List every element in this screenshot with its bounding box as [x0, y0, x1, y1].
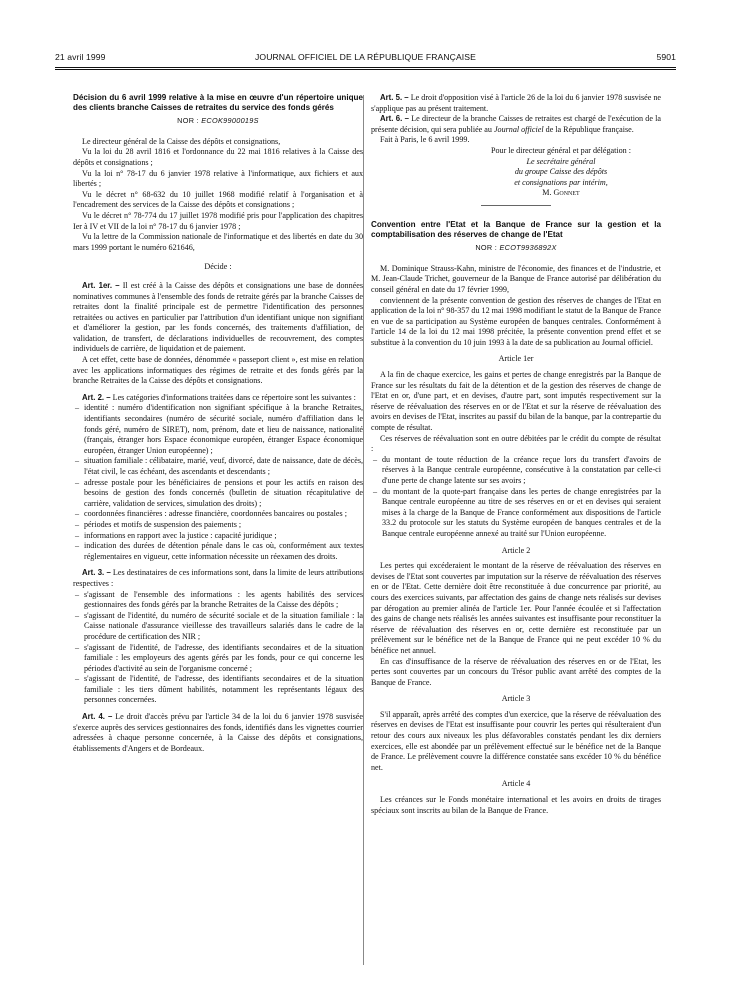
article-2-para-1: Les pertes qui excéderaient le montant de la réserve de réévaluation des réserves en devises de l'Etat sont couvertes par imputation sur la réserve de réévaluation des réserves en or de l'Etat. Cette dernière doit être reconstituée à due concurrence par priorité, au cours des exercices suivants, par affectation des gains de change nets réalisés sur devises par dérogation au premier alinéa de l'article 1er. Pour l'année écoulée et si l'affectation des gains de change nets réalisés les années suivantes est insuffisante pour reconstituer la réserve de réévaluation des réserves en or, cette dernière est reconstituée par un prélèvement sur le bénéfice net de la Banque de France qui ne peut excéder 10 % du bénéfice net annuel. [371, 561, 661, 655]
list-item: – coordonnées financières : adresse financière, coordonnées bancaires ou postales ; [73, 509, 363, 520]
list-item: – s'agissant de l'identité, de l'adresse, des identifiants secondaires et de la situation familiale : les employeurs des agents gérés par les fonds, pour ce qui concerne les périodes d'activité au sein de l'organisme concerné ; [73, 643, 363, 675]
article-2-text: Les catégories d'informations traitées dans ce répertoire sont les suivantes : [110, 392, 356, 402]
article-5-text: Le droit d'opposition visé à l'article 26 de la loi du 6 janvier 1978 susvisée ne s'applique pas au présent traitement. [371, 93, 661, 113]
column-separator [363, 95, 364, 965]
list-item: – adresse postale pour les bénéficiaires de pensions et pour les actifs en raison des besoins de gestion des fonds concernés (bulletin de situation récapitulative de carrière, validation de services, simulation des droits) ; [73, 478, 363, 510]
header-rule-thin [55, 69, 676, 70]
signature-block [461, 146, 661, 199]
list-item: – identité : numéro d'identification non signifiant spécifique à la branche Retraites, identifiants secondaires (numéro de sécurité sociale, numéro d'affiliation dans le fonds géré, numéro de SIRET), nom, prénom, date et lieu de naissance, nationalité (français, étranger hors Espace économique européen, étranger Espace économique européen, étranger Union européenne) ; [73, 403, 363, 456]
signature-line-3: du groupe Caisse des dépôts [514, 167, 608, 177]
fait-line: Fait à Paris, le 6 avril 1999. [380, 135, 470, 145]
list-item: – s'agissant de l'identité, du numéro de sécurité sociale et de la situation familiale : la Caisse nationale d'assurance vieillesse des travailleurs salariés dans le cadre de la procédure de certification des NIR ; [73, 611, 363, 643]
list-item: – s'agissant de l'ensemble des informations : les agents habilités des services gestionnaires des fonds gérés par la branche Retraites de la Caisse des dépôts ; [73, 590, 363, 611]
article-3-para-1: S'il apparaît, après arrêté des comptes d'un exercice, que la réserve de réévaluation des réserves en devises de l'Etat est insuffisante pour couvrir les pertes qui résulteraient d'un retour des cours aux niveaux les plus défavorables constatés pendant les dix derniers exercices, elle est abondée par un prélèvement effectué sur le bénéfice net de la Banque de France. Le prélèvement couvre la différence constatée sans excéder 10 % du bénéfice net. [371, 709, 661, 772]
list-item: – indication des durées de détention pénale dans le cas où, conformément aux textes réglementaires en vigueur, cette information nécessite un réexamen des droits. [73, 541, 363, 562]
article-2-para-2: En cas d'insuffisance de la réserve de réévaluation des réserves en or de l'Etat, les pertes sont couvertes par un concours du Trésor public avant arrêté des comptes de la Banque de France. [371, 656, 661, 687]
article-1-para-2: A cet effet, cette base de données, dénommée « passeport client », est mise en relation avec les applications informatiques des régimes de retraite et des fonds gérés par la branche Retraites de la Caisse des dépôts et consignations. [73, 355, 363, 386]
decision-title: Décision du 6 avril 1999 relative à la mise en œuvre d'un répertoire unique des clients branche Caisses de retraites du service des fonds gérés [73, 93, 363, 112]
article-3-label: Art. 3. – [82, 568, 111, 578]
nor-code: ECOK9900019S [201, 116, 259, 126]
article-3-heading: Article 3 [501, 694, 531, 704]
article-4-label: Art. 4. – [82, 712, 113, 722]
convention-intro-1: M. Dominique Strauss-Kahn, ministre de l'économie, des finances et de l'industrie, et M. Jean-Claude Trichet, gouverneur de la Banque de France autorisé par délibération du conseil général en date du 17 février 1999, [371, 263, 661, 294]
article-6 [371, 114, 661, 135]
article-4-heading: Article 4 [501, 779, 531, 789]
nor-code: ECOT9936892X [499, 243, 557, 253]
section-divider [481, 205, 551, 206]
header-page-number: 5901 [656, 52, 676, 62]
article-2-heading: Article 2 [501, 545, 531, 555]
decision-para: Vu le décret n° 78-774 du 17 juillet 1978 modifié pris pour l'application des chapitres Ier à IV et VII de la loi n° 78-17 du 6 janvier 1978 ; [73, 210, 363, 231]
decide-heading: Décide : [204, 262, 232, 272]
decision-para: Vu la loi n° 78-17 du 6 janvier 1978 relative à l'informatique, aux fichiers et aux libertés ; [73, 168, 363, 189]
list-item: – informations en rapport avec la justice : capacité juridique ; [73, 531, 363, 542]
article-3 [73, 568, 363, 589]
article-6-label: Art. 6. – [380, 114, 409, 124]
article-3-text: Les destinataires de ces informations sont, dans la limite de leurs attributions respectives : [73, 568, 363, 588]
article-5-label: Art. 5. – [380, 93, 409, 102]
list-item: – du montant de la quote-part française dans les pertes de change enregistrées par la Banque centrale européenne au titre de ses réserves en or et en devises qui seraient mises à la charge de la Banque de France conformément aux dispositions de l'article 33.2 du protocole sur les statuts du Système européen de banques centrales et de la Banque centrale européenne annexé au traité sur l'Union européenne. [371, 487, 661, 540]
decision-para: Le directeur général de la Caisse des dépôts et consignations, [82, 136, 281, 146]
article-1-para-2: Ces réserves de réévaluation sont en outre débitées par le crédit du compte de résultat : [371, 433, 661, 454]
article-3-list [73, 590, 363, 707]
convention-intro-2: conviennent de la présente convention de gestion des réserves de changes de l'Etat en application de la loi n° 98-357 du 12 mai 1998 modifiant le statut de la Banque de France en vue de sa participation au Système européen de banques centrales. Conformément à l'article 14 de la loi du 12 mai 1998 précitée, la présente convention prend effet et se substitue à la convention du 10 juin 1993 à la date de sa publication au Journal officiel. [371, 295, 661, 347]
list-item: – périodes et motifs de suspension des paiements ; [73, 520, 363, 531]
article-2-label: Art. 2. – [82, 392, 111, 402]
decision-nor [73, 116, 363, 127]
article-1-list [371, 455, 661, 540]
signature-line-2: Le secrétaire général [526, 156, 596, 166]
article-1-heading: Article 1er [498, 354, 534, 364]
article-4-text: Le droit d'accès prévu par l'article 34 de la loi du 6 janvier 1978 susvisée s'exerce auprès des services gestionnaires des fonds, identifiés dans les vignettes courrier adressées à chaque personne concernée, à la Caisse des dépôts et consignations, établissements d'Angers et de Bordeaux. [73, 712, 363, 753]
decision-para: Vu la lettre de la Commission nationale de l'informatique et des libertés en date du 30 mars 1999 portant le numéro 621646, [73, 232, 363, 252]
article-1-para-1: A la fin de chaque exercice, les gains et pertes de change enregistrés par la Banque de France sur les résultats du fait de la détention et de la gestion des réserves de change de l'Etat en or, d'une part, et en devises, d'autre part, sont imputés respectivement sur la réserve de réévaluation des réserves en or de l'Etat et sur la réserve de réévaluation des avoirs en devises de l'Etat, inscrites au passif du bilan de la banque, par la contrepartie du compte de résultat. [371, 370, 661, 433]
convention-title: Convention entre l'Etat et la Banque de France sur la gestion et la comptabilisation des réserves de change de l'Etat [371, 219, 661, 239]
left-column [73, 93, 363, 754]
nor-label: NOR : [177, 116, 202, 126]
signature-line-4: et consignations par intérim, [514, 177, 608, 187]
article-2-list [73, 403, 363, 562]
article-1 [73, 281, 363, 355]
list-item: – s'agissant de l'identité, de l'adresse, des identifiants secondaires et de la situation familiale : les tiers dûment habilités, notamment les représentants légaux des personnes concernées. [73, 674, 363, 706]
signature-line-1: Pour le directeur général et par délégation : [490, 145, 631, 155]
article-5 [371, 93, 661, 114]
article-4 [73, 712, 363, 754]
decision-para: Vu la loi du 28 avril 1816 et l'ordonnance du 22 mai 1816 relatives à la Caisse des dépôts et consignations ; [73, 147, 363, 167]
article-6-text-a: Le directeur de la branche Caisses de retraites est chargé de l'exécution de la présente décision, qui sera publiée au [371, 114, 661, 134]
list-item: – situation familiale : célibataire, marié, veuf, divorcé, date de naissance, date de décès, l'état civil, le cas échéant, des ascendants et descendants ; [73, 456, 363, 477]
journal-officiel-ref: Journal officiel [493, 124, 544, 134]
header-journal-title: JOURNAL OFFICIEL DE LA RÉPUBLIQUE FRANÇAISE [255, 52, 476, 62]
right-column [371, 93, 661, 816]
nor-label: NOR : [475, 243, 500, 253]
article-4-para-1: Les créances sur le Fonds monétaire international et les avoirs en droits de tirages spéciaux sont inscrits au bilan de la Banque de France. [371, 795, 661, 815]
decision-para: Vu le décret n° 68-632 du 10 juillet 1968 modifié relatif à l'organisation et à l'encadrement des services de la Caisse des dépôts et consignations ; [73, 189, 363, 210]
convention-nor [371, 243, 661, 254]
list-item: – du montant de toute réduction de la créance reçue lors du transfert d'avoirs de réserves à la Banque centrale européenne, consécutive à la constatation par celle-ci d'une perte de change latente sur ses avoirs ; [371, 455, 661, 487]
article-1-label: Art. 1er. – [82, 280, 120, 290]
header-rule [55, 67, 676, 68]
article-6-text-b: de la République française. [543, 124, 634, 134]
article-1-text: Il est créé à la Caisse des dépôts et consignations une base de données nominatives communes à l'ensemble des fonds de retraite gérés par la branche Caisses de retraites dont la finalité principale est de permettre l'identification des personnes retraitées ou actives en particulier par l'attribution d'un identifiant unique non signifiant et d'améliorer la gestion, par les fonds concernés, des traitements d'affiliation, de validation, de transfert, de déclarations individuelles de recouvrement, des comptes individuels de carrière, de liquidation et de paiement. [73, 280, 363, 354]
signature-name: M. Gonnet [542, 188, 580, 198]
article-2 [73, 393, 363, 404]
header-date: 21 avril 1999 [55, 52, 106, 62]
